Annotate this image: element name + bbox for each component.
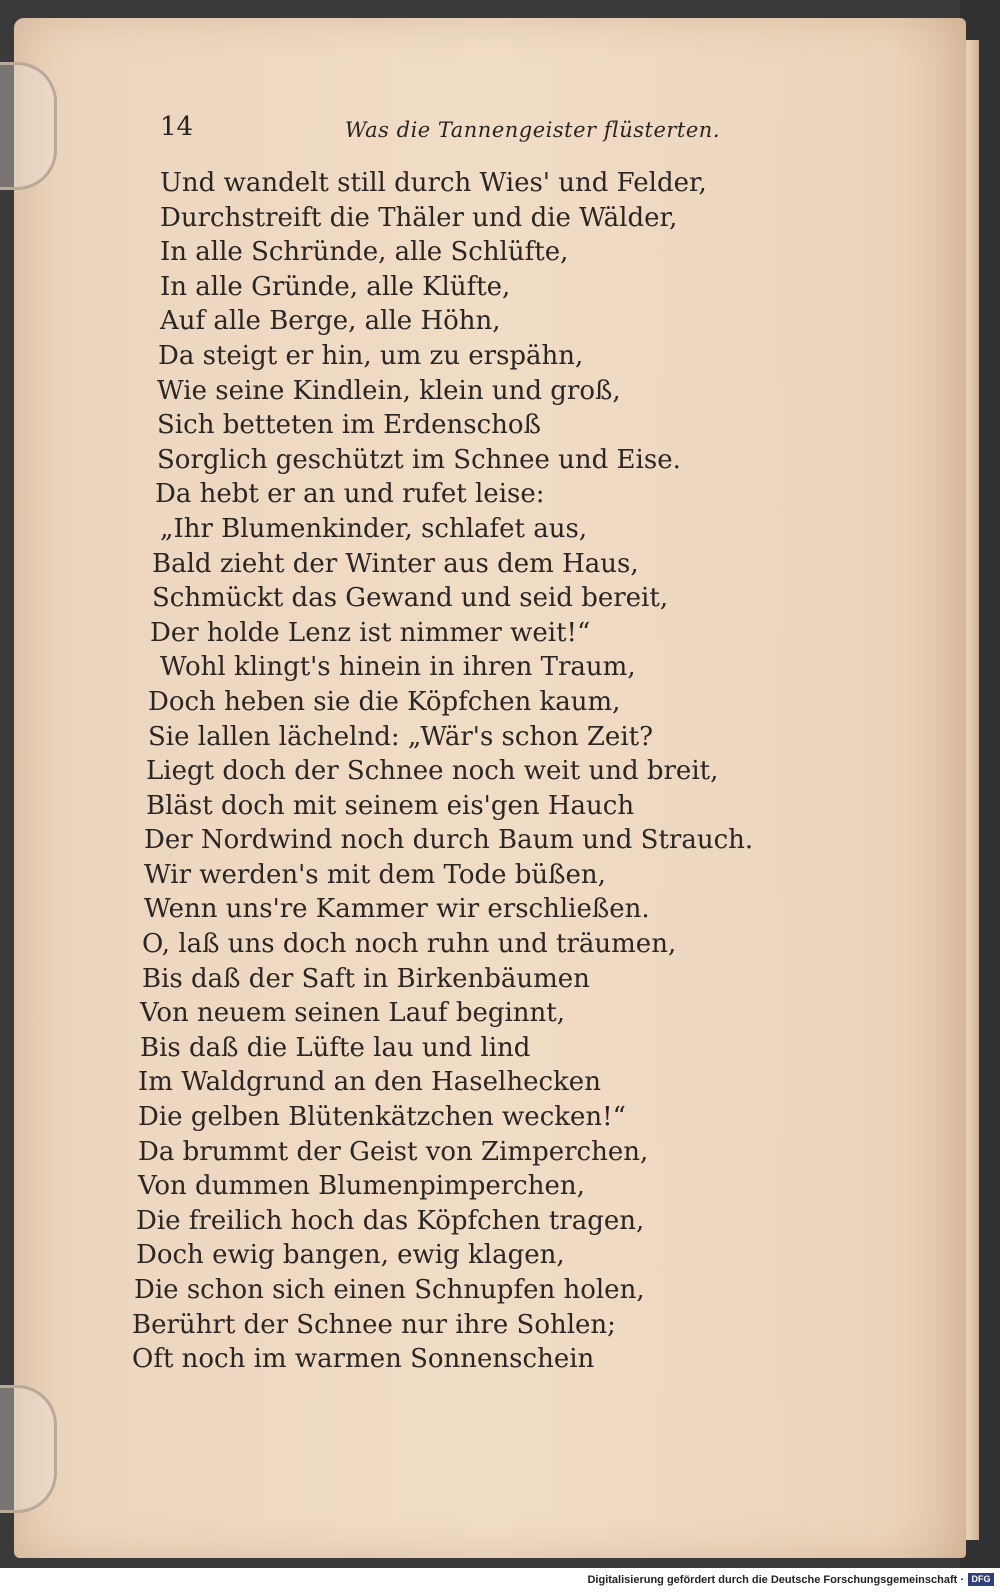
poem-line: Schmückt das Gewand und seid bereit, (152, 583, 669, 614)
poem-line: Oft noch im warmen Sonnenschein (132, 1344, 595, 1375)
poem-line: Wir werden's mit dem Tode büßen, (144, 859, 606, 890)
poem-line: Der Nordwind noch durch Baum und Strauch. (144, 825, 754, 856)
dfg-logo: DFG (968, 1573, 994, 1586)
poem-line: Durchstreift die Thäler und die Wälder, (160, 202, 678, 233)
page-clip-top (0, 62, 57, 190)
poem-line: „Ihr Blumenkinder, schlafet aus, (160, 513, 588, 544)
page-number: 14 (160, 112, 194, 142)
poem-line: Wenn uns're Kammer wir erschließen. (144, 894, 650, 925)
page-header (160, 112, 720, 152)
poem-line: Von neuem seinen Lauf beginnt, (140, 998, 566, 1029)
poem-line: Und wandelt still durch Wies' und Felder, (160, 168, 707, 198)
poem-line: Sorglich geschützt im Schnee und Eise. (157, 444, 681, 475)
poem-line: Da brummt der Geist von Zimperchen, (138, 1136, 649, 1167)
poem-line: Im Waldgrund an den Haselhecken (138, 1067, 601, 1098)
poem-line: In alle Gründe, alle Klüfte, (160, 271, 511, 302)
poem-line: Wohl klingt's hinein in ihren Traum, (160, 652, 636, 683)
poem-line: Die freilich hoch das Köpfchen tragen, (136, 1205, 645, 1236)
poem-line: Bläst doch mit seinem eis'gen Hauch (146, 790, 635, 821)
poem-line: Die schon sich einen Schnupfen holen, (134, 1275, 645, 1305)
poem-line: O, laß uns doch noch ruhn und träumen, (142, 929, 677, 960)
poem-line: In alle Schründe, alle Schlüfte, (160, 237, 569, 268)
poem-line: Auf alle Berge, alle Höhn, (160, 306, 501, 337)
poem-line: Da steigt er hin, um zu erspähn, (158, 340, 584, 371)
poem-line: Bis daß die Lüfte lau und lind (140, 1032, 531, 1063)
poem-line: Bald zieht der Winter aus dem Haus, (152, 548, 639, 579)
poem-line: Bis daß der Saft in Birkenbäumen (142, 963, 590, 994)
poem-line: Von dummen Blumenpimperchen, (138, 1171, 585, 1202)
poem-line: Liegt doch der Schnee noch weit und breit, (146, 756, 719, 787)
running-title: Was die Tannengeister flüsterten. (344, 118, 720, 142)
poem-line: Die gelben Blütenkätzchen wecken!“ (138, 1102, 626, 1133)
page-clip-bottom (0, 1385, 57, 1513)
poem-line: Sie lallen lächelnd: „Wär's schon Zeit? (148, 721, 654, 752)
poem-line: Doch heben sie die Köpfchen kaum, (148, 686, 621, 717)
poem-line: Berührt der Schnee nur ihre Sohlen; (132, 1309, 616, 1340)
poem-line: Sich betteten im Erdenschoß (157, 410, 541, 441)
poem-line: Der holde Lenz ist nimmer weit!“ (150, 617, 591, 648)
poem-line: Da hebt er an und rufet leise: (155, 479, 545, 510)
poem-line: Wie seine Kindlein, klein und groß, (157, 375, 621, 406)
digitization-credit: Digitalisierung gefördert durch die Deutsche Forschungsgemeinschaft · (587, 1574, 964, 1586)
poem-text (130, 166, 810, 1377)
poem-line: Doch ewig bangen, ewig klagen, (136, 1240, 565, 1271)
